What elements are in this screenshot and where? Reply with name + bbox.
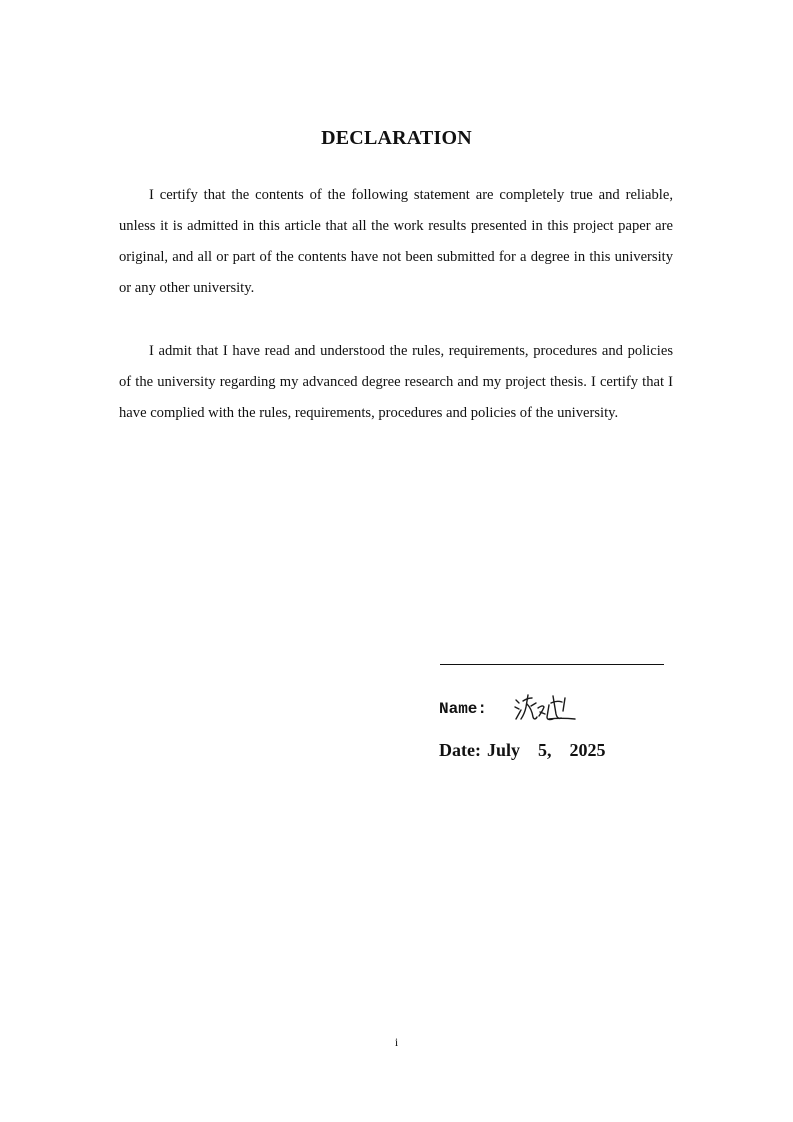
- date-day: 5,: [538, 740, 552, 760]
- date-month: July: [486, 740, 520, 760]
- page-number: i: [394, 1035, 399, 1049]
- date-label: Date:: [439, 740, 481, 760]
- handwritten-signature: [513, 692, 577, 726]
- date-year: 2025: [569, 740, 606, 760]
- name-label: Name:: [439, 700, 488, 718]
- declaration-paragraph-2: I admit that I have read and understood the rules, requirements, procedures and policies of the university regarding my advanced degree research and my project thesis. I certify that I have complied with the rules, requirements, procedures and policies of the university.: [119, 343, 673, 421]
- signature-line: [440, 664, 664, 665]
- page-title: DECLARATION: [321, 127, 472, 149]
- declaration-paragraph-1: I certify that the contents of the following statement are completely true and reliable, unless it is admitted in this article that all the work results presented in this project paper are original, and all or part of the contents have not been submitted for a degree in this university or any other university.: [119, 187, 673, 296]
- date-row: [439, 740, 606, 761]
